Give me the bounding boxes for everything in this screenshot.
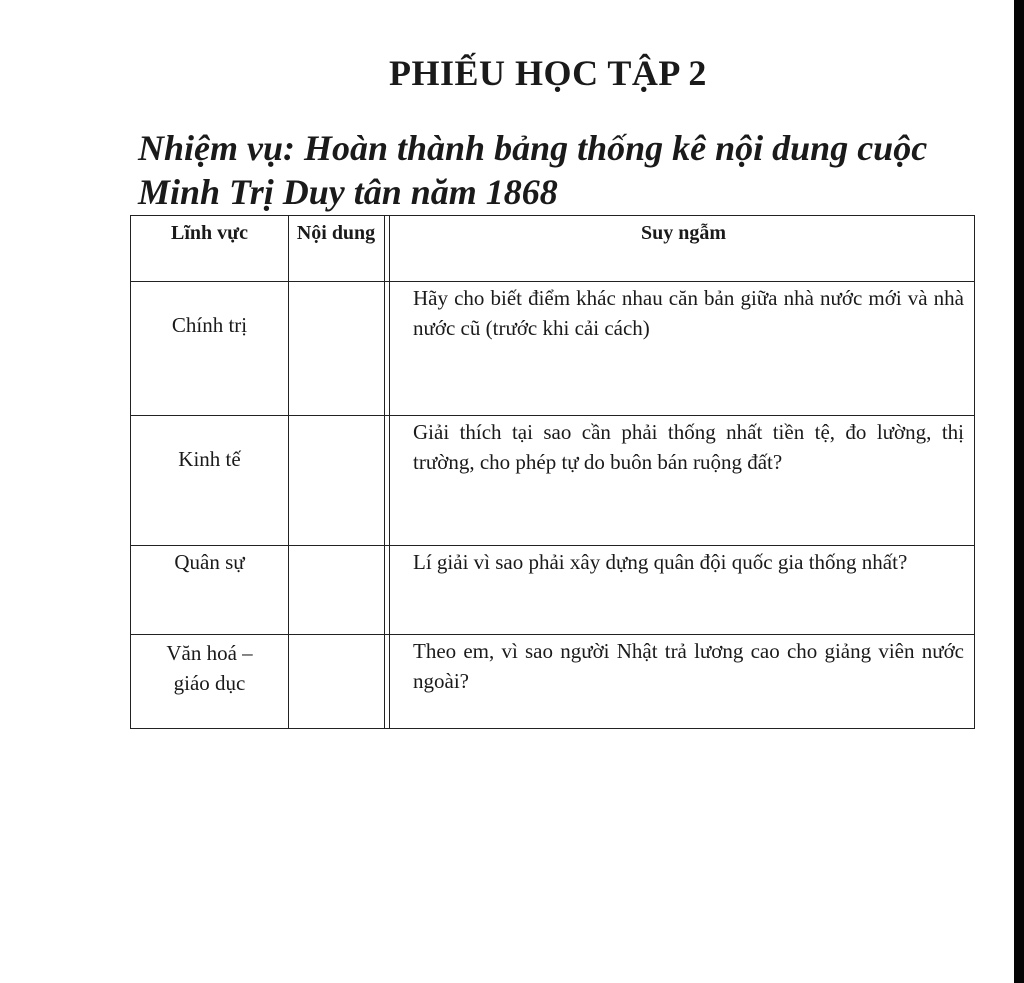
row-reflection-culture-education: Theo em, vì sao người Nhật trả lương cao cho giảng viên nước ngoài? <box>413 639 964 693</box>
row-content-politics[interactable] <box>288 283 384 413</box>
row-divider <box>131 415 974 416</box>
column-divider-double-left <box>384 216 385 728</box>
row-content-culture-education[interactable] <box>288 636 384 726</box>
right-edge-bar <box>1014 0 1024 983</box>
row-field-military: Quân sự <box>174 550 245 574</box>
worksheet-title: PHIẾU HỌC TẬP 2 <box>389 53 707 93</box>
row-field-politics: Chính trị <box>171 313 248 337</box>
header-reflection: Suy ngẫm <box>640 222 727 244</box>
row-divider <box>131 545 974 546</box>
task-instruction: Nhiệm vụ: Hoàn thành bảng thống kê nội dung cuộc Minh Trị Duy tân năm 1868 <box>138 128 928 212</box>
row-content-military[interactable] <box>288 547 384 632</box>
column-divider-double-right <box>389 216 390 728</box>
row-content-economy[interactable] <box>288 417 384 543</box>
row-reflection-economy: Giải thích tại sao cần phải thống nhất tiền tệ, đo lường, thị trường, cho phép tự do buôn bán ruộng đất? <box>413 420 964 474</box>
row-field-economy: Kinh tế <box>178 447 241 471</box>
row-divider <box>131 634 974 635</box>
statistics-table <box>130 215 975 729</box>
row-reflection-military: Lí giải vì sao phải xây dựng quân đội quốc gia thống nhất? <box>413 550 908 574</box>
header-field: Lĩnh vực <box>170 222 249 244</box>
header-content: Nội dung <box>296 222 376 244</box>
row-divider <box>131 281 974 282</box>
row-field-culture-education: Văn hoá – giáo dục <box>166 641 253 695</box>
row-reflection-politics: Hãy cho biết điểm khác nhau căn bản giữa nhà nước mới và nhà nước cũ (trước khi cải cách) <box>413 286 964 340</box>
